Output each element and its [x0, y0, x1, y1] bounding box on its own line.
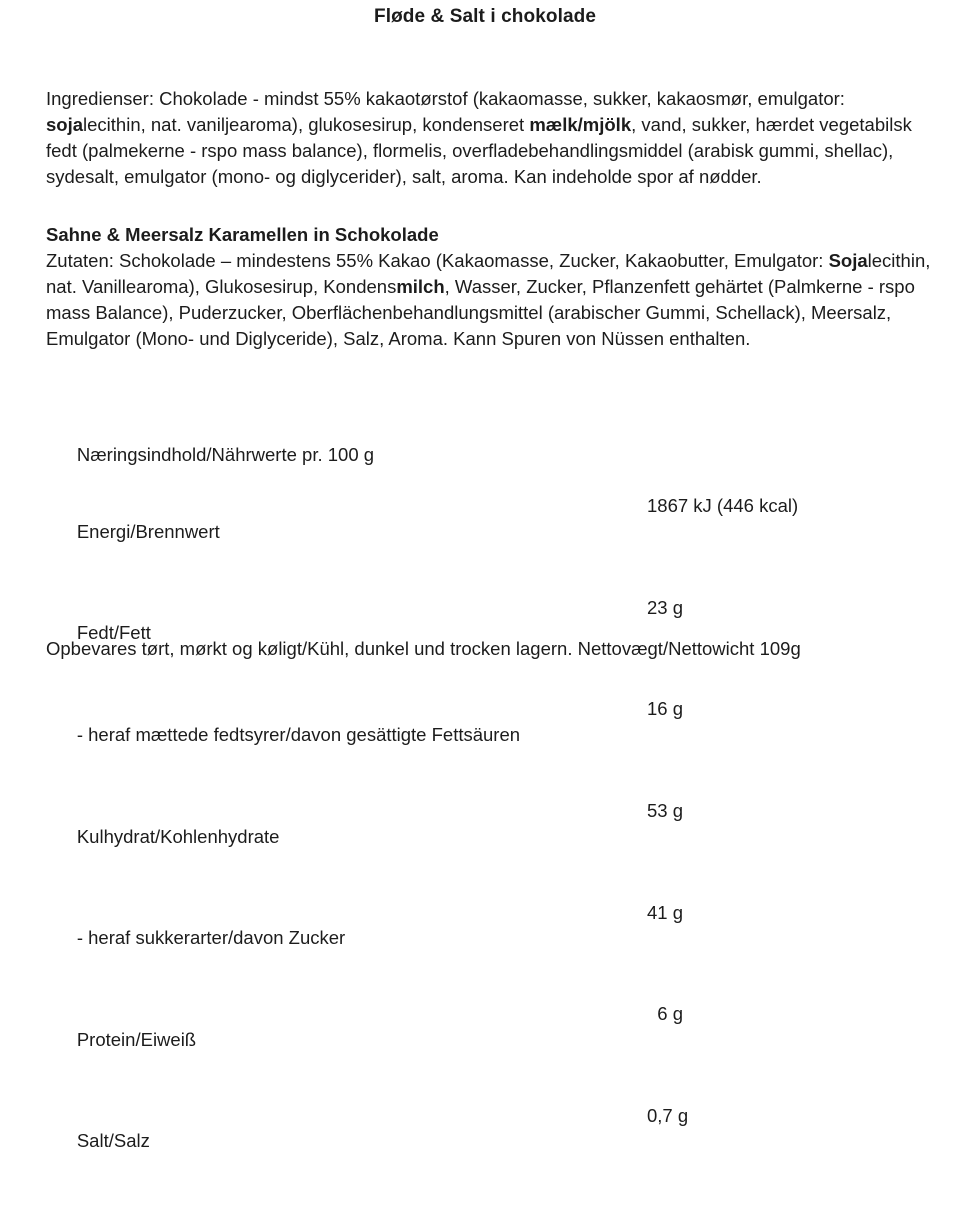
ingredients-de-line: mass Balance), Puderzucker, Oberflächenbehandlungsmittel (arabischer Gummi, Schellack), Meersalz, [46, 302, 892, 323]
nutrition-label: Salt/Salz [76, 1130, 150, 1152]
nutrition-value: 16 g [647, 698, 684, 720]
nutrition-row [46, 900, 934, 1002]
ingredients-da-line: sydesalt, emulgator (mono- og diglycerider), salt, aroma. Kan indeholde spor af nødder. [46, 166, 762, 187]
nutrition-value: 53 g [647, 800, 684, 822]
nutrition-row [46, 1103, 934, 1205]
nutrition-value: 0,7 g [647, 1104, 689, 1126]
nutrition-value: 41 g [647, 901, 684, 923]
ingredients-de-line: Emulgator (Mono- und Diglyceride), Salz, Aroma. Kann Spuren von Nüssen enthalten. [46, 328, 751, 349]
nutrition-label: - heraf mættede fedtsyrer/davon gesättigte Fettsäuren [76, 723, 521, 745]
page-title: Fløde & Salt i chokolade [374, 6, 596, 27]
section-header-de: Sahne & Meersalz Karamellen in Schokolade [46, 224, 439, 245]
nutrition-value: 23 g [647, 596, 684, 618]
ingredients-de-line: Zutaten: Schokolade – mindestens 55% Kakao (Kakaomasse, Zucker, Kakaobutter, Emulgator: Sojalecithin, [46, 250, 931, 271]
ingredients-de-line: nat. Vanillearoma), Glukosesirup, Kondensmilch, Wasser, Zucker, Pflanzenfett gehärtet (Palmkerne - rspo [46, 276, 915, 297]
nutrition-label: - heraf sukkerarter/davon Zucker [76, 927, 346, 949]
storage-note: Opbevares tørt, mørkt og køligt/Kühl, dunkel und trocken lagern. Nettovægt/Nettowicht 109g [46, 638, 801, 659]
nutrition-value: 6 g [647, 1003, 684, 1025]
nutrition-row [46, 493, 934, 595]
nutrition-row [46, 798, 934, 900]
ingredients-da-paragraph [46, 86, 934, 190]
nutrition-label: Fedt/Fett [76, 622, 151, 644]
nutrition-row [46, 1001, 934, 1103]
ingredients-da-line: fedt (palmekerne - rspo mass balance), flormelis, overfladebehandlingsmiddel (arabisk gummi, shellac), [46, 140, 894, 161]
nutrition-header-label: Næringsindhold/Nährwerte pr. 100 g [76, 444, 375, 466]
nutrition-label: Energi/Brennwert [76, 520, 220, 542]
ingredients-da-line: sojalecithin, nat. vaniljearoma), glukosesirup, kondenseret mælk/mjölk, vand, sukker, hærdet vegetabilsk [46, 114, 912, 135]
ingredients-de-paragraph [46, 222, 934, 352]
nutrition-value: 1867 kJ (446 kcal) [647, 495, 799, 517]
nutrition-table [46, 417, 934, 1205]
nutrition-label: Protein/Eiweiß [76, 1028, 197, 1050]
ingredients-da-line: Ingredienser: Chokolade - mindst 55% kakaotørstof (kakaomasse, sukker, kakaosmør, emulgator: [46, 88, 845, 109]
nutrition-label: Kulhydrat/Kohlenhydrate [76, 825, 280, 847]
nutrition-header [46, 417, 934, 493]
nutrition-row [46, 696, 934, 798]
